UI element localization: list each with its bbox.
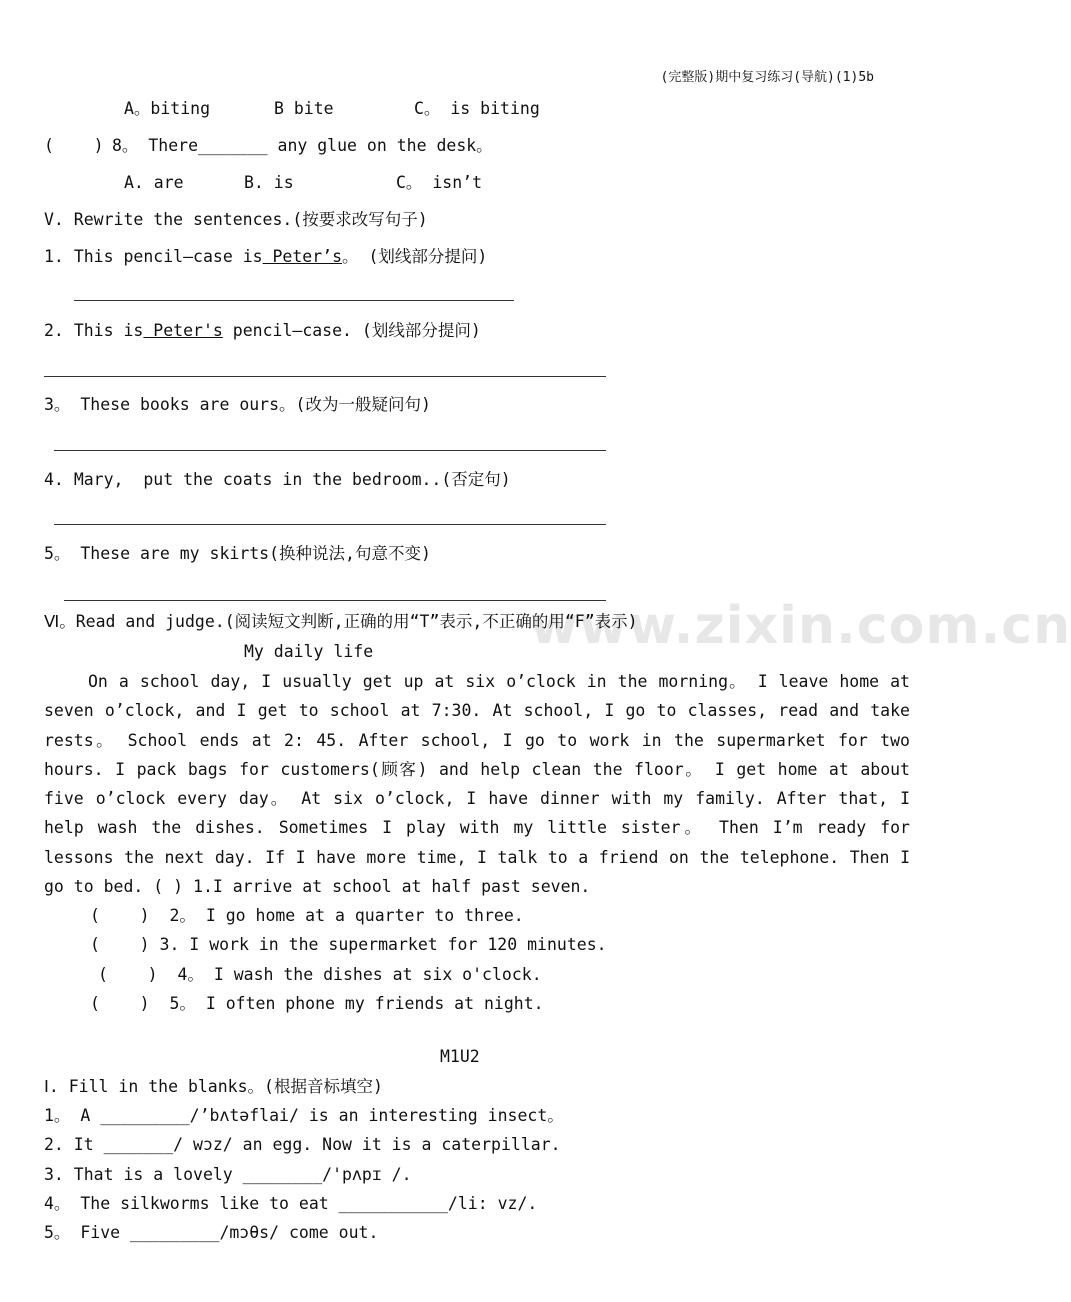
section-5-title: V. Rewrite the sentences.(按要求改写句子) — [44, 210, 428, 229]
judge-question-2: ( ) 2。 I go home at a quarter to three. — [90, 906, 524, 925]
item-number: 2. — [44, 321, 64, 340]
item-text: This is — [73, 321, 144, 340]
q8-answer-paren: ( ) — [44, 136, 104, 155]
item-number: 3。 — [44, 395, 71, 414]
reading-passage — [44, 667, 910, 901]
q8-question: 8。 There_______ any glue on the desk。 — [112, 136, 493, 155]
passage-title: My daily life — [244, 642, 374, 661]
judge-question-1: ( ) 1.I arrive at school at half past seven. — [153, 877, 591, 897]
underlined-part: Peter's — [143, 321, 223, 340]
item-instruction: 。 (划线部分提问) — [342, 247, 488, 266]
q8-option-b: B. is — [244, 173, 294, 192]
item-number: 1. — [44, 247, 64, 266]
answer-line-5 — [64, 600, 606, 601]
judge-question-3: ( ) 3. I work in the supermarket for 120 minutes. — [90, 935, 607, 954]
item-text: These are my skirts(换种说法,句意不变) — [80, 544, 431, 563]
item-instruction: pencil—case. (划线部分提问) — [222, 321, 481, 340]
rewrite-item-3 — [44, 394, 431, 416]
rewrite-item-2 — [44, 320, 481, 342]
q7-option-b: B bite — [274, 99, 334, 118]
fill-blank-item-5: 5。 Five _________/mɔθs/ come out. — [44, 1223, 379, 1242]
answer-line-1 — [74, 300, 514, 301]
fill-blank-item-4: 4。 The silkworms like to eat ___________/li: vz/. — [44, 1194, 538, 1213]
item-text: These books are ours。(改为一般疑问句) — [80, 395, 431, 414]
item-text: This pencil—case is — [73, 247, 263, 266]
fill-blanks-title: Ⅰ. Fill in the blanks。(根据音标填空) — [44, 1077, 383, 1096]
site-watermark: www.zixin.com.cn — [530, 596, 1071, 656]
rewrite-item-5 — [44, 543, 431, 565]
item-text: Mary, put the coats in the bedroom..(否定句) — [73, 470, 511, 489]
underlined-part: Peter’s — [262, 247, 343, 266]
fill-blank-item-1: 1。 A _________/’bʌtəflai/ is an interesting insect。 — [44, 1106, 564, 1125]
rewrite-item-4 — [44, 469, 511, 491]
q7-option-c: C。 is biting — [414, 99, 540, 118]
judge-question-4: ( ) 4。 I wash the dishes at six o'clock. — [98, 965, 542, 984]
answer-line-3 — [54, 450, 606, 451]
answer-line-2 — [44, 376, 606, 377]
judge-question-5: ( ) 5。 I often phone my friends at night. — [90, 994, 544, 1013]
q8-option-c: C。 isn’t — [396, 173, 483, 192]
item-number: 5。 — [44, 544, 71, 563]
item-number: 4. — [44, 470, 64, 489]
fill-blank-item-2: 2. It _______/ wɔz/ an egg. Now it is a caterpillar. — [44, 1135, 561, 1154]
page-header: (完整版)期中复习练习(导航)(1)5b — [660, 70, 874, 85]
passage-text: On a school day, I usually get up at six o’clock in the morning。 I leave home at seven o’clock, and I get to school at 7:30. At school, I go to classes, read and take rests。 School ends at 2: 45. After school, I go to work in the supermarket for two hours. I pack bags for customers(顾客) and help clean the floor。 I get home at about five o’clock every day。 At six o’clock, I have dinner with my family. After that, I help wash the dishes. Sometimes I play with my little sister。 Then I’m ready for lessons the next day. If I have more time, I talk to a friend on the telephone. Then I go to bed. — [44, 672, 910, 897]
q8-option-a: A. are — [124, 173, 184, 192]
section-6-title: Ⅵ。Read and judge.(阅读短文判断,正确的用“T”表示,不正确的用“F”表示) — [44, 612, 638, 631]
unit-heading: M1U2 — [440, 1047, 480, 1066]
answer-line-4 — [54, 524, 606, 525]
fill-blank-item-3: 3. That is a lovely ________/'pʌpɪ /. — [44, 1165, 412, 1184]
q7-option-a: A。biting — [124, 99, 211, 118]
rewrite-item-1 — [44, 246, 487, 268]
